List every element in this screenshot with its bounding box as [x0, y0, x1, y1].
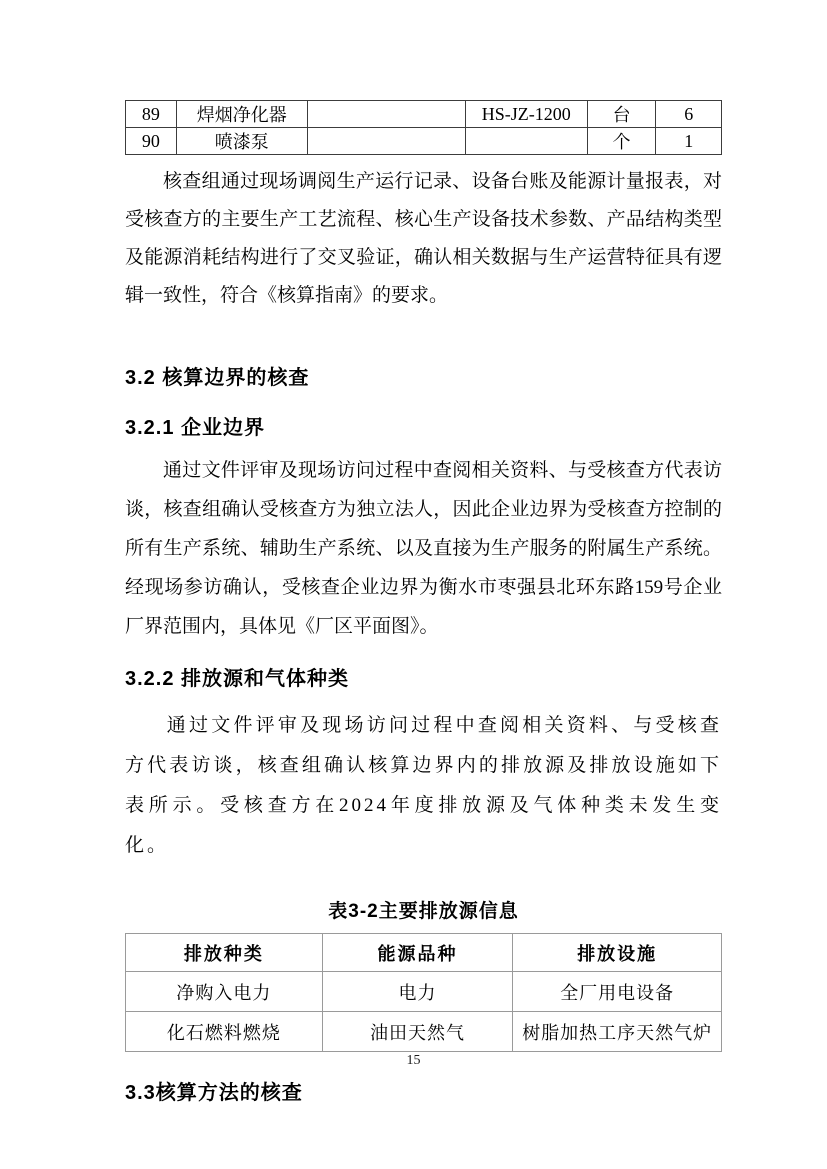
table-row	[126, 101, 722, 128]
table-row	[126, 1012, 722, 1052]
emission-type-header: 排放种类	[126, 934, 323, 972]
table-header-row	[126, 934, 722, 972]
equip-spec-cell	[307, 101, 465, 128]
emission-facility-header: 排放设施	[513, 934, 722, 972]
table-row	[126, 128, 722, 155]
equip-no-cell: 89	[126, 101, 177, 128]
section-heading-3-2: 3.2 核算边界的核查	[125, 367, 310, 389]
energy-variety-cell: 电力	[322, 972, 513, 1012]
emission-source-table	[125, 933, 722, 1052]
energy-variety-cell: 油田天然气	[322, 1012, 513, 1052]
section-heading-3-2-1: 3.2.1 企业边界	[125, 417, 266, 439]
equip-name-cell: 喷漆泵	[176, 128, 307, 155]
equip-qty-cell: 1	[656, 128, 722, 155]
emission-facility-cell: 树脂加热工序天然气炉	[513, 1012, 722, 1052]
table-row	[126, 972, 722, 1012]
paragraph-enterprise-boundary: 通过文件评审及现场访问过程中查阅相关资料、与受核查方代表访谈，核查组确认受核查方为独立法人，因此企业边界为受核查方控制的所有生产系统、辅助生产系统、以及直接为生产服务的附属生产系统。经现场参访确认，受核查企业边界为衡水市枣强县北环东路159号企业厂界范围内，具体见《厂区平面图》。	[125, 460, 722, 637]
equip-unit-cell: 台	[587, 101, 656, 128]
emission-facility-cell: 全厂用电设备	[513, 972, 722, 1012]
page-number: 15	[406, 1053, 421, 1068]
equip-qty-cell: 6	[656, 101, 722, 128]
section-heading-3-2-2: 3.2.2 排放源和气体种类	[125, 668, 350, 690]
emission-table-caption: 表3-2主要排放源信息	[328, 901, 519, 922]
emission-type-cell: 净购入电力	[126, 972, 323, 1012]
equip-name-cell: 焊烟净化器	[176, 101, 307, 128]
equip-spec-cell	[307, 128, 465, 155]
paragraph-emission-sources: 通过文件评审及现场访问过程中查阅相关资料、与受核查方代表访谈，核查组确认核算边界内的排放源及排放设施如下表所示。受核查方在2024年度排放源及气体种类未发生变化。	[125, 715, 722, 856]
energy-variety-header: 能源品种	[322, 934, 513, 972]
page-content	[0, 100, 827, 1106]
equip-model-cell	[465, 128, 587, 155]
section-heading-3-3: 3.3核算方法的核查	[125, 1082, 303, 1104]
equipment-table	[125, 100, 722, 155]
emission-type-cell: 化石燃料燃烧	[126, 1012, 323, 1052]
equip-no-cell: 90	[126, 128, 177, 155]
paragraph-cross-validation: 核查组通过现场调阅生产运行记录、设备台账及能源计量报表，对受核查方的主要生产工艺流程、核心生产设备技术参数、产品结构类型及能源消耗结构进行了交叉验证，确认相关数据与生产运营特征具有逻辑一致性，符合《核算指南》的要求。	[125, 171, 722, 306]
equip-model-cell: HS-JZ-1200	[465, 101, 587, 128]
equip-unit-cell: 个	[587, 128, 656, 155]
